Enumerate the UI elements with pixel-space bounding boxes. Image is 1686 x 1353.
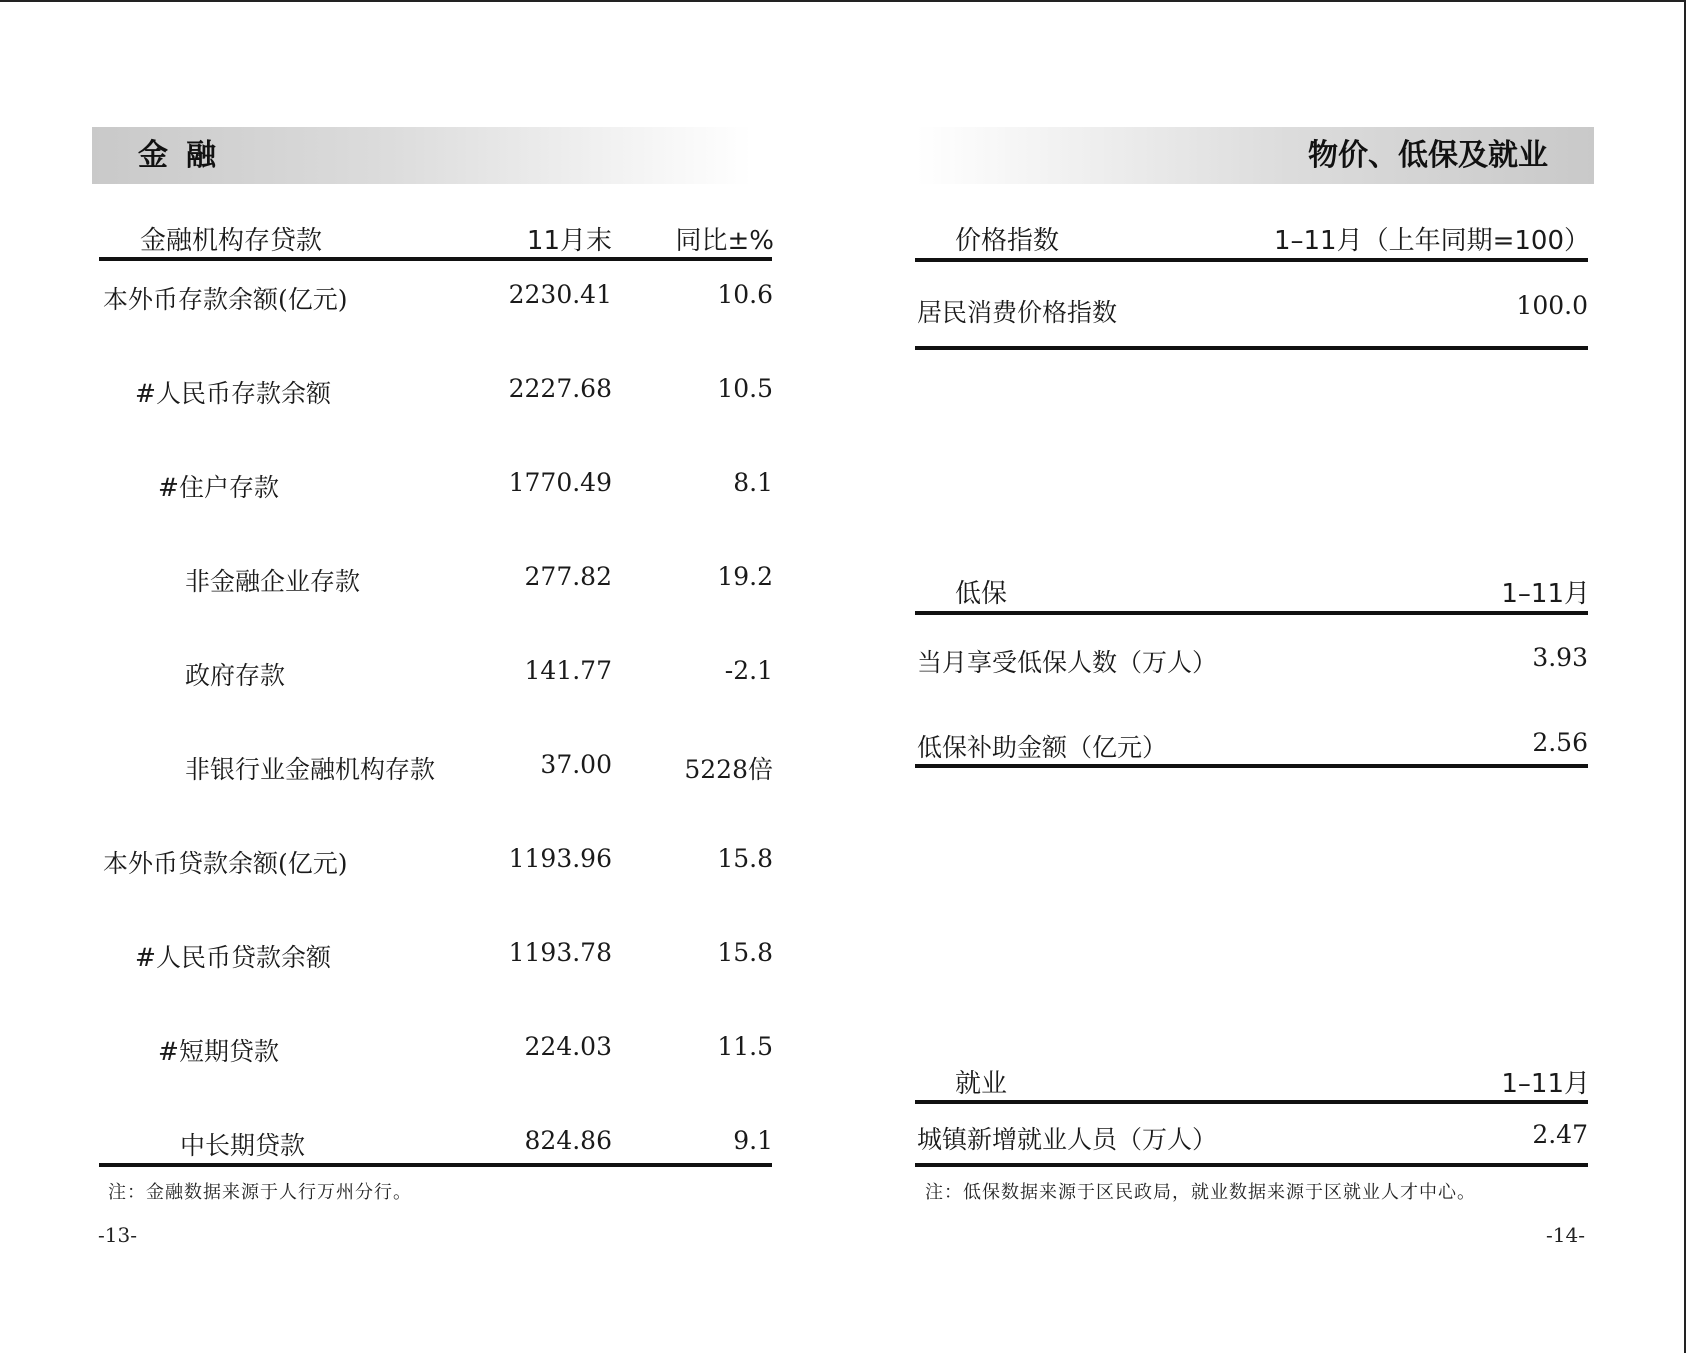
table-row-label: #短期贷款 — [158, 1037, 279, 1066]
table-row-label: 非银行业金融机构存款 — [185, 755, 436, 784]
table-row-yoy: 15.8 — [717, 938, 773, 967]
finance-table-bottom-rule — [99, 1163, 772, 1167]
table-row-value: 2227.68 — [508, 374, 612, 403]
table-row-yoy: 8.1 — [733, 468, 773, 497]
price-top-rule — [915, 258, 1588, 262]
table-row-value: 2230.41 — [508, 280, 612, 309]
table-row-value: 1770.49 — [508, 468, 612, 497]
dibao-bottom-rule — [915, 764, 1588, 768]
dibao-top-rule — [915, 611, 1588, 615]
table-row-label: 中长期贷款 — [180, 1131, 306, 1160]
right-note: 注：低保数据来源于区民政局，就业数据来源于区就业人才中心。 — [925, 1182, 1476, 1203]
price-dibao-jiuye-banner — [916, 127, 1594, 184]
table-row-label: #住户存款 — [158, 473, 279, 502]
table-row-label: #人民币存款余额 — [135, 379, 331, 408]
jiuye-header-period: 1–11月 — [1501, 1069, 1590, 1099]
table-row-yoy: 9.1 — [733, 1126, 773, 1155]
price-bottom-rule — [915, 346, 1588, 350]
table-row-value: 1193.78 — [508, 938, 612, 967]
table-row-value: 100.0 — [1516, 291, 1588, 320]
table-row-value: 2.47 — [1532, 1120, 1588, 1149]
table-row-label: 本外币贷款余额(亿元) — [103, 849, 348, 878]
table-row-value: 824.86 — [524, 1126, 612, 1155]
table-row-label: 政府存款 — [185, 661, 286, 690]
dibao-header-label: 低保 — [955, 579, 1008, 609]
table-row-yoy: 15.8 — [717, 844, 773, 873]
table-row-yoy: 10.6 — [717, 280, 773, 309]
table-row-label: 低保补助金额（亿元） — [917, 733, 1168, 762]
table-row-label: 非金融企业存款 — [185, 567, 361, 596]
table-row-yoy: 11.5 — [717, 1032, 773, 1061]
finance-note: 注：金融数据来源于人行万州分行。 — [108, 1182, 412, 1203]
table-row-label: 本外币存款余额(亿元) — [103, 285, 348, 314]
right-banner-title: 物价、低保及就业 — [1308, 138, 1548, 173]
table-row-value: 2.56 — [1532, 728, 1588, 757]
page-number-left: -13- — [98, 1223, 137, 1247]
table-row-label: #人民币贷款余额 — [135, 943, 331, 972]
table-row-label: 居民消费价格指数 — [917, 298, 1118, 327]
dibao-header-period: 1–11月 — [1501, 579, 1590, 609]
price-header-label: 价格指数 — [955, 226, 1060, 256]
finance-table-header-month: 11月末 — [526, 226, 612, 256]
table-row-value: 141.77 — [524, 656, 612, 685]
table-row-yoy: 19.2 — [717, 562, 773, 591]
table-row-value: 37.00 — [540, 750, 612, 779]
top-border — [0, 0, 1686, 2]
page-number-right: -14- — [1546, 1223, 1585, 1247]
table-row-label: 城镇新增就业人员（万人） — [917, 1125, 1218, 1154]
price-header-period: 1–11月（上年同期=100） — [1273, 226, 1590, 256]
finance-table-header-yoy: 同比±% — [675, 226, 774, 256]
jiuye-top-rule — [915, 1100, 1588, 1104]
table-row-value: 1193.96 — [508, 844, 612, 873]
jiuye-bottom-rule — [915, 1163, 1588, 1167]
table-row-yoy: -2.1 — [724, 656, 773, 685]
finance-banner — [92, 127, 752, 184]
table-row-yoy: 5228倍 — [684, 755, 773, 784]
jiuye-header-label: 就业 — [955, 1069, 1008, 1099]
finance-table-top-rule — [99, 257, 772, 261]
finance-banner-title: 金融 — [138, 138, 234, 173]
table-row-value: 224.03 — [524, 1032, 612, 1061]
finance-table-header-label: 金融机构存贷款 — [140, 226, 323, 256]
table-row-value: 277.82 — [524, 562, 612, 591]
table-row-value: 3.93 — [1532, 643, 1588, 672]
table-row-label: 当月享受低保人数（万人） — [917, 648, 1218, 677]
table-row-yoy: 10.5 — [717, 374, 773, 403]
